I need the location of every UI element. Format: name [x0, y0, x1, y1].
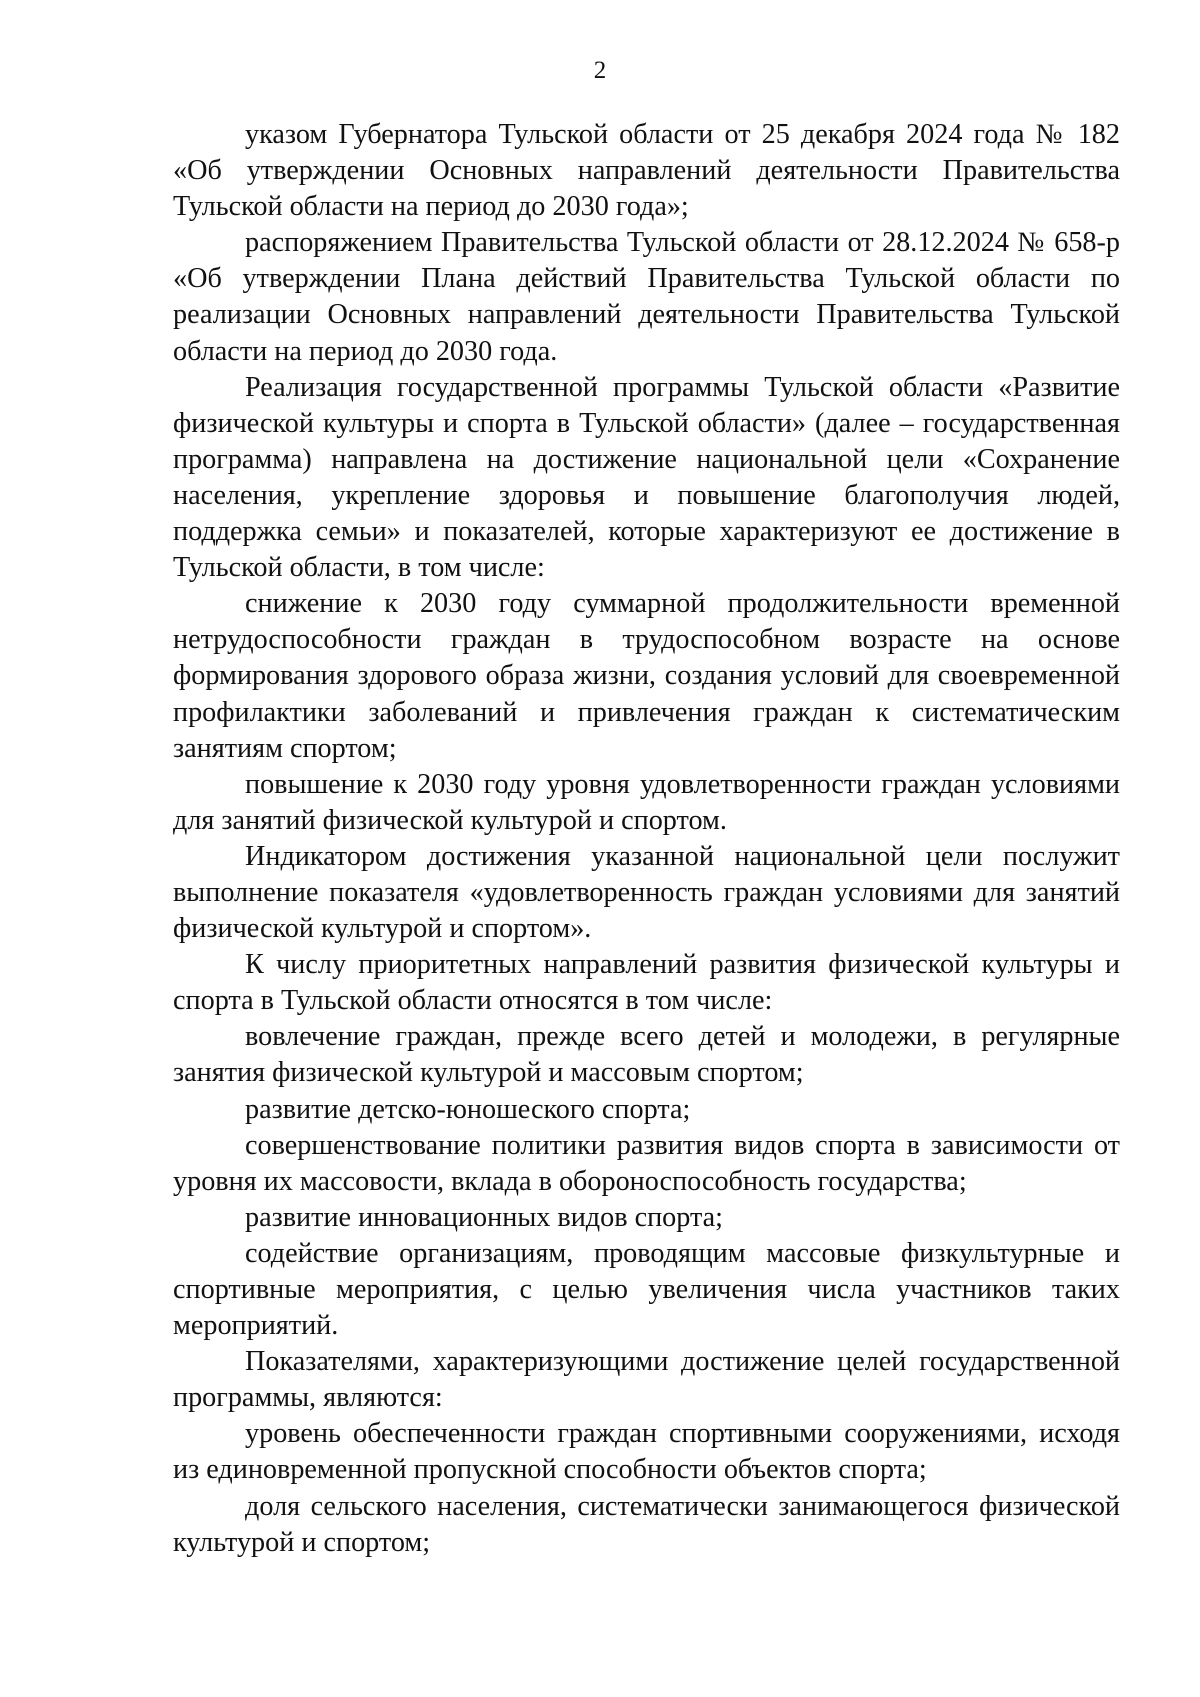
paragraph-goal-item-satisfaction: повышение к 2030 году уровня удовлетворенности граждан условиями для занятий физической культурой и спортом. [173, 768, 1120, 836]
paragraph-priority-assistance: содействие организациям, проводящим массовые физкультурные и спортивные мероприятия, с целью увеличения числа участников таких мероприятий. [173, 1237, 1120, 1342]
document-body [173, 117, 1120, 1561]
paragraph-priority-involvement: вовлечение граждан, прежде всего детей и молодежи, в регулярные занятия физической культурой и массовым спортом; [173, 1021, 1120, 1089]
paragraph-priority-sport-policy: совершенствование политики развития видов спорта в зависимости от уровня их массовости, вклада в обороноспособность государства; [173, 1129, 1120, 1197]
paragraph-priority-innovative-sports: развитие инновационных видов спорта; [245, 1201, 724, 1233]
paragraph-indicator: Индикатором достижения указанной национальной цели послужит выполнение показателя «удовлетворенность граждан условиями для занятий физической культурой и спортом». [173, 840, 1120, 945]
paragraph-priorities-intro: К числу приоритетных направлений развития физической культуры и спорта в Тульской области относятся в том числе: [173, 949, 1120, 1017]
paragraph-indicator-rural-population: доля сельского населения, систематически занимающегося физической культурой и спортом; [173, 1490, 1120, 1558]
paragraph-indicators-intro: Показателями, характеризующими достижение целей государственной программы, являются: [173, 1346, 1120, 1414]
paragraph-order-reference: распоряжением Правительства Тульской области от 28.12.2024 № 658-р «Об утверждении Плана действий Правительства Тульской области по реализации Основных направлений деятельности Правительства Тульской области на период до 2030 года. [173, 227, 1120, 367]
paragraph-indicator-facilities: уровень обеспеченности граждан спортивными сооружениями, исходя из единовременной пропускной способности объектов спорта; [173, 1418, 1120, 1486]
paragraph-goal-item-disability-reduction: снижение к 2030 году суммарной продолжительности временной нетрудоспособности граждан в трудоспособном возрасте на основе формирования здорового образа жизни, создания условий для своевременной профилактики заболеваний и привлечения граждан к систематическим занятиям спортом; [173, 588, 1120, 764]
paragraph-program-goal: Реализация государственной программы Тульской области «Развитие физической культуры и спорта в Тульской области» (далее – государственная программа) направлена на достижение национальной цели «Сохранение населения, укрепление здоровья и повышение благополучия людей, поддержка семьи» и показателей, которые характеризуют ее достижение в Тульской области, в том числе: [173, 371, 1120, 584]
paragraph-decree-reference: указом Губернатора Тульской области от 25 декабря 2024 года № 182 «Об утверждении Основных направлений деятельности Правительства Тульской области на период до 2030 года»; [173, 119, 1120, 223]
paragraph-priority-youth-sport: развитие детско-юношеского спорта; [245, 1093, 691, 1125]
page-number: 2 [593, 57, 607, 84]
